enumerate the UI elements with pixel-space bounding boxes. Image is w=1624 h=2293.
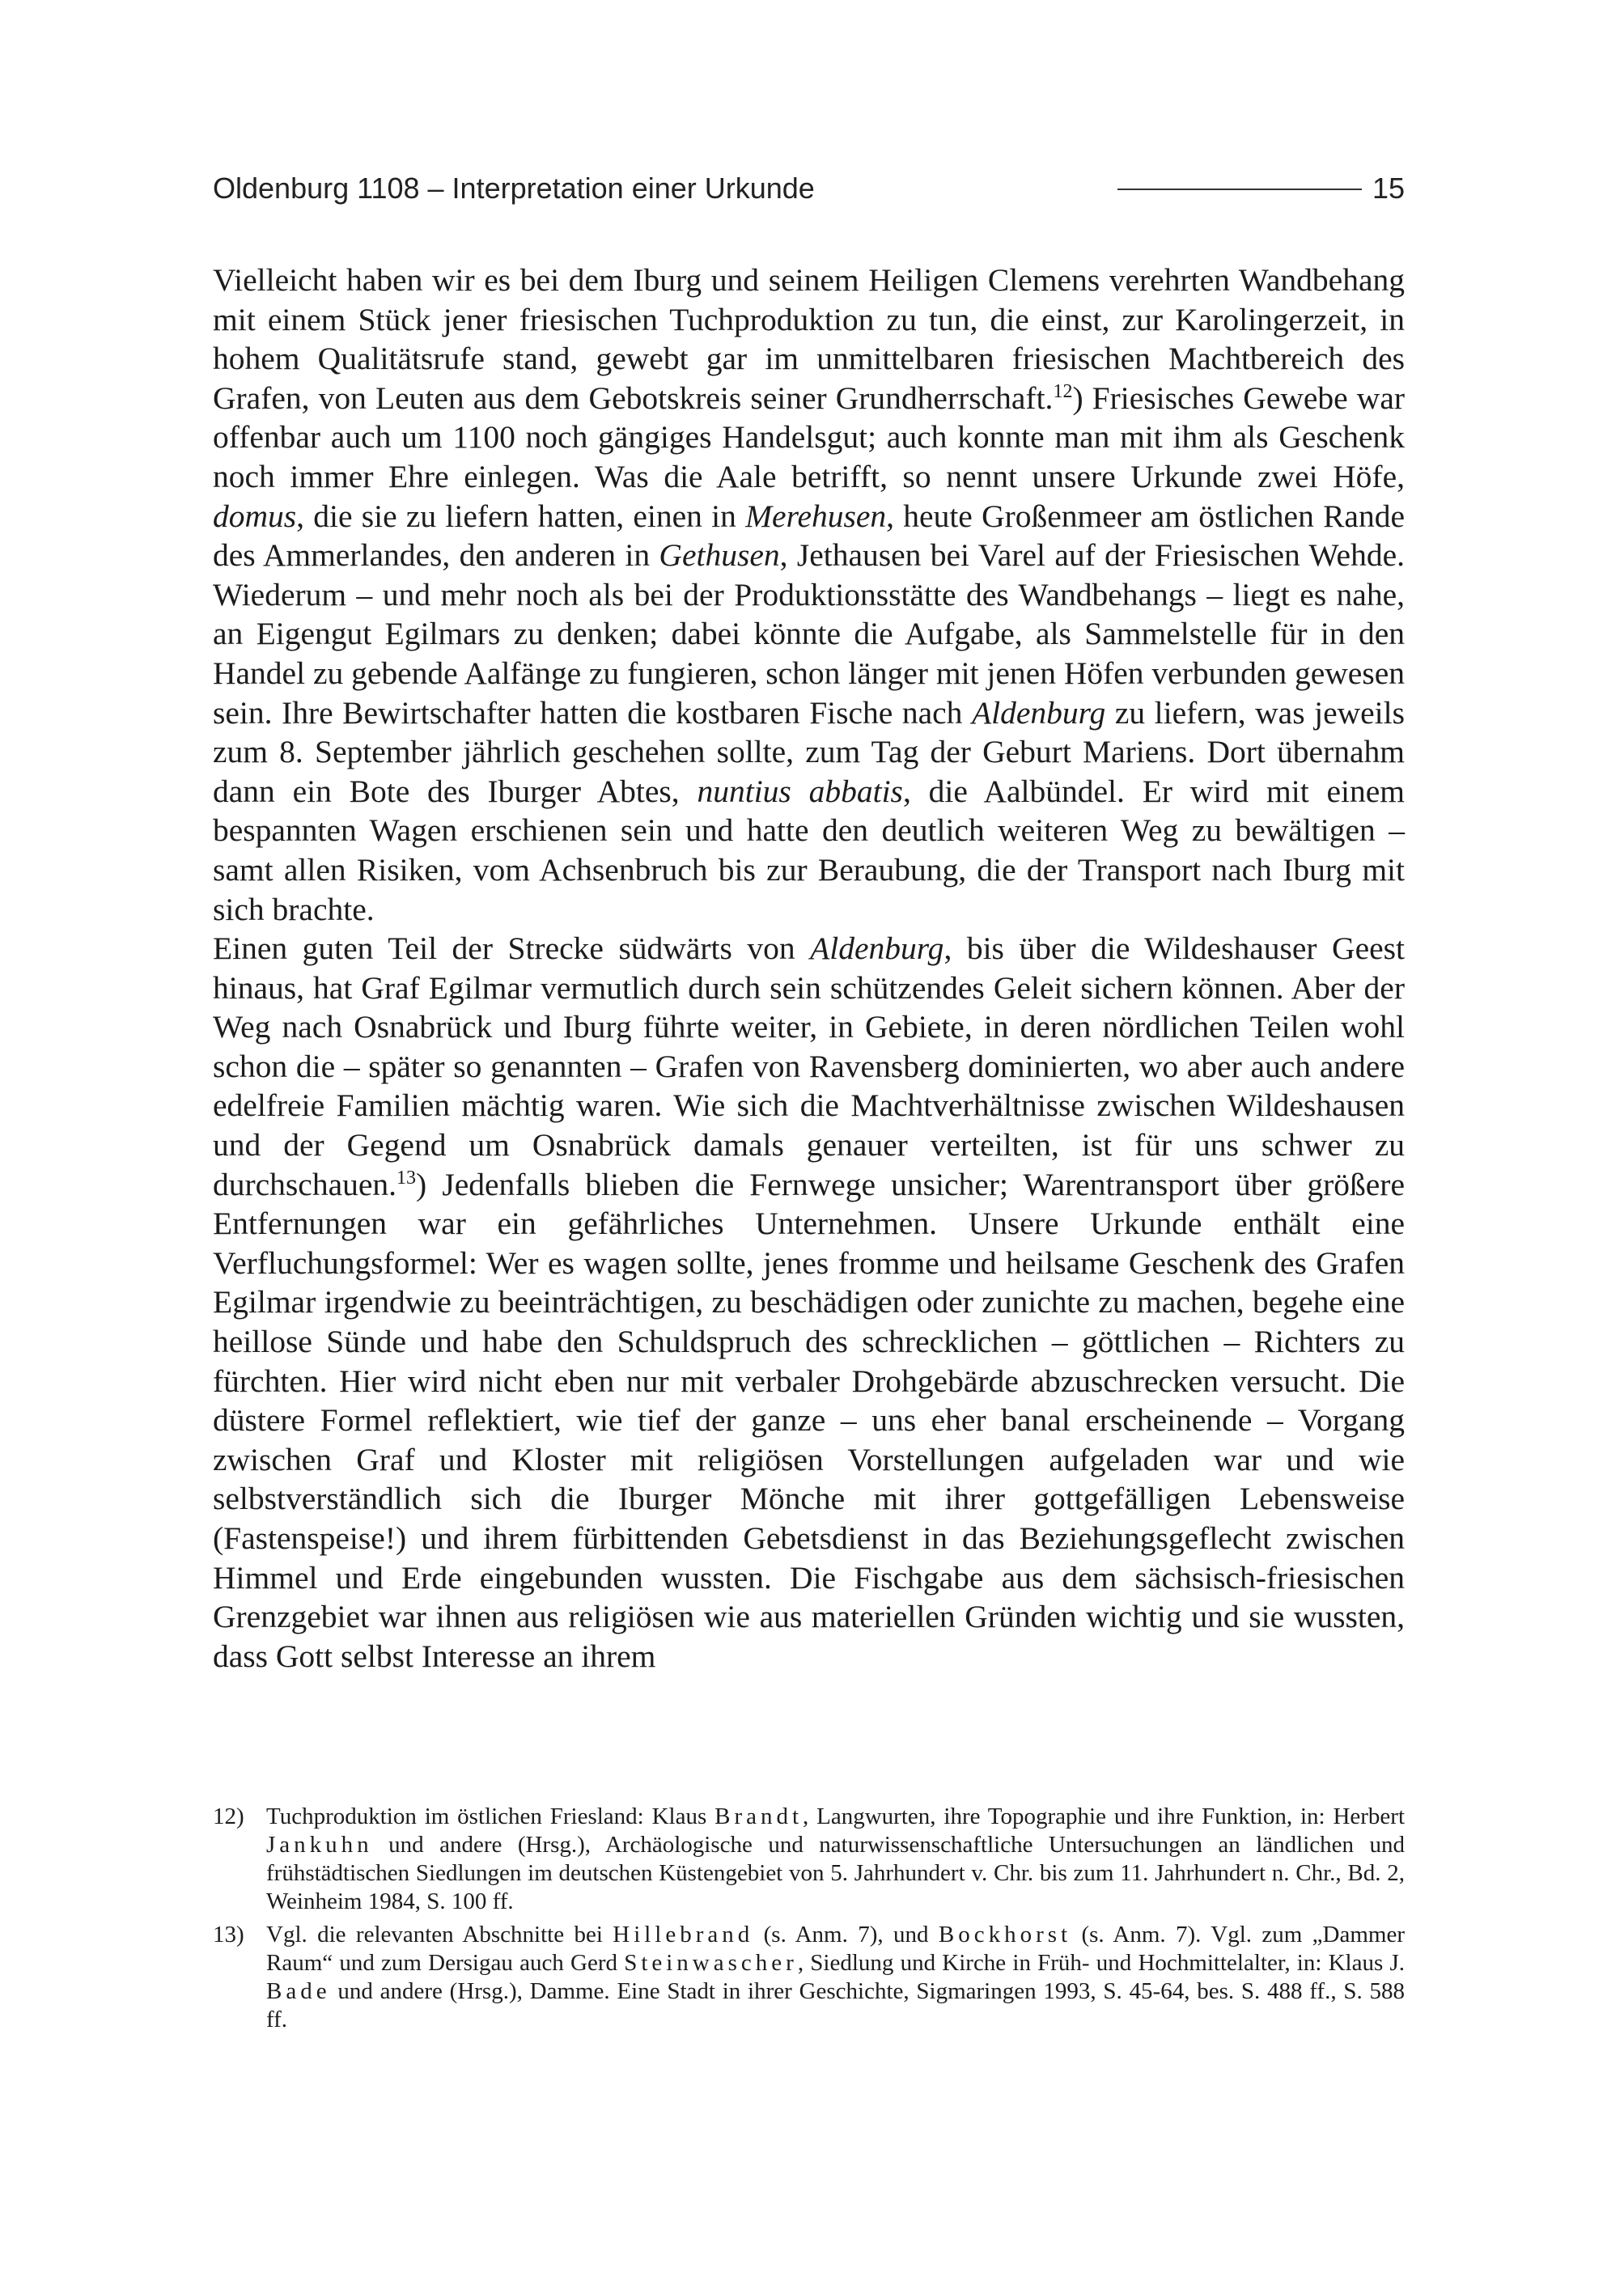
- footnote-number: 13): [213, 1922, 244, 1948]
- header-rule: [1117, 189, 1362, 190]
- author-name: Bade: [266, 1978, 331, 2004]
- footnotes: [213, 1803, 1405, 2039]
- italic-term-aldenburg: Aldenburg: [971, 694, 1106, 731]
- author-name: Hillebrand: [613, 1922, 754, 1948]
- footnote-12: [213, 1803, 1405, 1916]
- italic-term-nuntius-abbatis: nuntius abbatis: [697, 773, 903, 809]
- text-run: ) Friesisches Gewebe war offenbar auch um 1100 noch gängiges Handelsgut; auch konnte man mit ihm als Geschenk noch immer Ehre einlegen. Was die Aale betrifft, so nennt unsere Urkunde zwei Höfe,: [213, 379, 1405, 494]
- footnote-text: , Siedlung und Kirche in Früh- und Hochmittelalter, in: Klaus J.: [797, 1950, 1405, 1976]
- text-run: ) Jedenfalls blieben die Fernwege unsicher; Warentransport über größere Entfernungen war ein gefährliches Unternehmen. Unsere Urkunde enthält eine Verfluchungsformel: Wer es wagen sollte, jenes fromme und heilsame Geschenk des Grafen Egilmar irgendwie zu beeinträchtigen, zu beschädigen oder zunichte zu machen, begehe eine heillose Sünde und habe den Schuldspruch des schrecklichen – göttlichen – Richters zu fürchten. Hier wird nicht eben nur mit verbaler Drohgebärde abzuschrecken versucht. Die düstere Formel reflektiert, wie tief der ganze – uns eher banal erscheinende – Vorgang zwischen Graf und Kloster mit religiösen Vorstellungen aufgeladen war und wie selbstverständlich sich die Iburger Mönche mit ihrer gottgefälligen Lebensweise (Fastenspeise!) und ihrem fürbittenden Gebetsdienst in das Beziehungsgeflecht zwischen Himmel und Erde eingebunden wussten. Die Fischgabe aus dem sächsisch-friesischen Grenzgebiet war ihnen aus religiösen wie aus materiellen Gründen wichtig und sie wussten, dass Gott selbst Interesse an ihrem: [213, 1166, 1405, 1674]
- paragraph-2: [213, 929, 1405, 1676]
- footnote-text: und andere (Hrsg.), Archäologische und naturwissenschaftliche Untersuchungen an ländlichen und frühstädtischen Siedlungen im deutschen Küstengebiet von 5. Jahrhundert v. Chr. bis zum 11. Jahrhundert n. Chr., Bd. 2, Weinheim 1984, S. 100 ff.: [266, 1832, 1405, 1914]
- footnote-reference-12: 12: [1053, 380, 1073, 402]
- footnote-text: Tuchproduktion im östlichen Friesland: Klaus: [266, 1803, 715, 1829]
- italic-term-merehusen: Merehusen: [745, 498, 887, 534]
- text-run: , die sie zu liefern hatten, einen in: [296, 498, 746, 534]
- italic-term-aldenburg: Aldenburg: [810, 930, 944, 967]
- text-run: , bis über die Wildeshauser Geest hinaus, hat Graf Egilmar vermutlich durch sein schützendes Geleit sichern können. Aber der Weg nach Osnabrück und Iburg führte weiter, in Gebiete, in deren nördlichen Teilen wohl schon die – später so genannten – Grafen von Ravensberg dominierten, wo aber auch andere edelfreie Familien mächtig waren. Wie sich die Machtverhältnisse zwischen Wildeshausen und der Gegend um Osnabrück damals genauer verteilten, ist für uns schwer zu durchschauen.: [213, 930, 1405, 1202]
- running-title: Oldenburg 1108 – Interpretation einer Urkunde: [213, 172, 815, 205]
- italic-term-domus: domus: [213, 498, 297, 534]
- italic-term-gethusen: Gethusen: [659, 537, 780, 574]
- text-run: zu liefern, was jeweils zum 8. September jährlich geschehen sollte, zum Tag der Geburt Mariens. Dort übernahm dann ein Bote des Iburger Abtes,: [213, 694, 1405, 809]
- author-name: Jankuhn: [266, 1832, 373, 1858]
- footnote-text: Vgl. die relevanten Abschnitte bei: [266, 1922, 613, 1948]
- footnote-13: [213, 1921, 1405, 2034]
- main-text: [213, 261, 1405, 1676]
- author-name: Bockhorst: [938, 1922, 1072, 1948]
- page-number: 15: [1372, 172, 1405, 205]
- footnote-text: , Langwurten, ihre Topographie und ihre Funktion, in: Herbert: [803, 1803, 1406, 1829]
- paragraph-1: [213, 261, 1405, 929]
- footnote-number: 12): [213, 1803, 244, 1829]
- author-name: Steinwascher: [624, 1950, 798, 1976]
- text-run: Einen guten Teil der Strecke südwärts von: [213, 930, 811, 967]
- text-run: Vielleicht haben wir es bei dem Iburg und seinem Heiligen Clemens verehrten Wandbehang mit einem Stück jener friesischen Tuchproduktion zu tun, die einst, zur Karolingerzeit, in hohem Qualitätsrufe stand, gewebt gar im unmittelbaren friesischen Machtbereich des Grafen, von Leuten aus dem Gebotskreis seiner Grundherrschaft.: [213, 262, 1405, 416]
- footnote-text: (s. Anm. 7), und: [753, 1922, 939, 1948]
- footnote-text: und andere (Hrsg.), Damme. Eine Stadt in ihrer Geschichte, Sigmaringen 1993, S. 45-64, bes. S. 488 ff., S. 588 ff.: [266, 1978, 1405, 2032]
- footnote-text: (s. Anm. 7). Vgl. zum „Dammer Raum“ und zum Dersigau auch Gerd: [266, 1922, 1406, 1976]
- text-run: , die Aalbündel. Er wird mit einem bespannten Wagen erschienen sein und hatte den deutlich weiteren Weg zu bewältigen – samt allen Risiken, vom Achsenbruch bis zur Beraubung, die der Transport nach Iburg mit sich brachte.: [213, 773, 1405, 927]
- running-header: [213, 168, 1405, 209]
- text-run: , heute Großenmeer am östlichen Rande des Ammerlandes, den anderen in: [213, 498, 1405, 574]
- text-run: , Jethausen bei Varel auf der Friesischen Wehde. Wiederum – und mehr noch als bei der Produktionsstätte des Wandbehangs – liegt es nahe, an Eigengut Egilmars zu denken; dabei könnte die Aufgabe, als Sammelstelle für in den Handel zu gebende Aalfänge zu fungieren, schon länger mit jenen Höfen verbunden gewesen sein. Ihre Bewirtschafter hatten die kostbaren Fische nach: [213, 537, 1405, 731]
- author-name: Brandt: [714, 1803, 804, 1829]
- footnote-reference-13: 13: [396, 1167, 417, 1189]
